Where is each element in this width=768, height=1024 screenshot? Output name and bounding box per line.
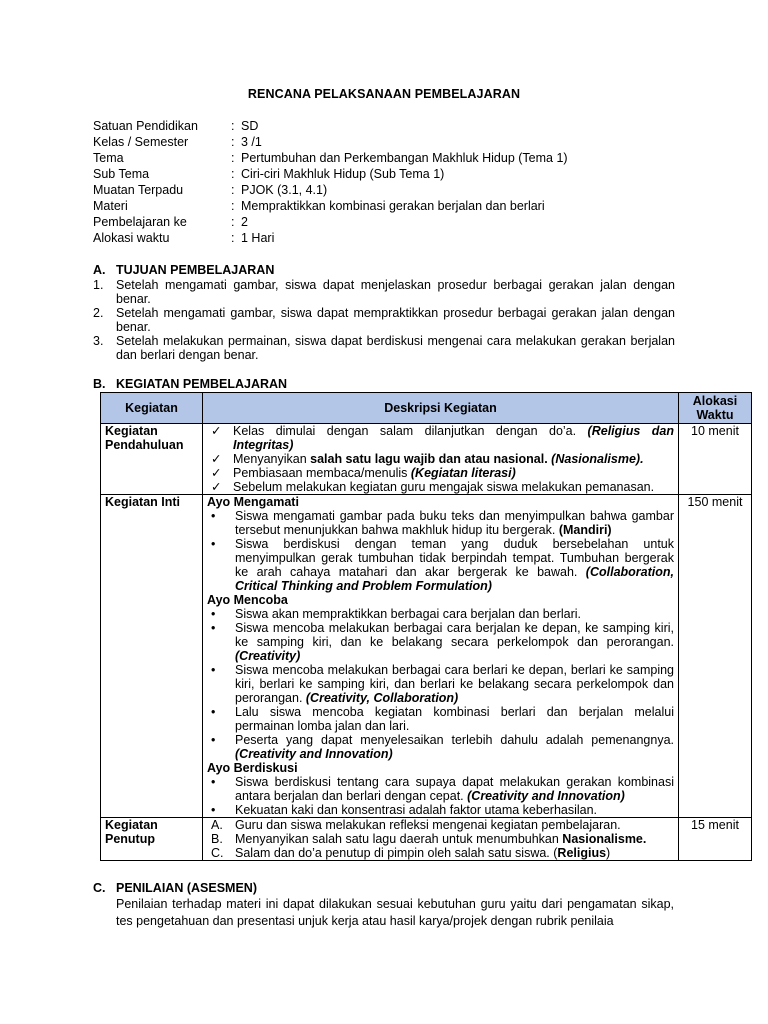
item-text: Lalu siswa mencoba kegiatan kombinasi berlari dan berjalan melalui permainan lomba jalan dan lari.	[235, 705, 674, 733]
meta-label: Kelas / Semester	[93, 135, 189, 149]
section-c-heading	[93, 881, 257, 895]
activity-duration: 10 menit	[679, 424, 752, 495]
meta-row	[93, 182, 568, 198]
meta-label: Materi	[93, 199, 128, 213]
meta-row	[93, 150, 568, 166]
table-row	[101, 818, 752, 861]
meta-value: Pertumbuhan dan Perkembangan Makhluk Hidup (Tema 1)	[241, 151, 568, 165]
item-text: Menyanyikan	[233, 452, 311, 466]
section-a-heading	[93, 263, 274, 277]
list-item	[207, 846, 674, 860]
identity-block	[93, 118, 568, 246]
list-item	[207, 480, 674, 494]
value-tag: (Creativity)	[235, 649, 301, 663]
meta-colon: :	[231, 183, 235, 197]
bullet-icon: •	[211, 705, 216, 719]
meta-row	[93, 214, 568, 230]
activity-description	[203, 424, 679, 495]
value-tag: (Creativity and Innovation)	[467, 789, 625, 803]
item-text: Siswa mencoba melakukan berbagai cara berjalan ke depan, ke samping kiri, ke samping kiri, dan ke belakang secara perkelompok dan perorangan.	[235, 621, 674, 649]
value-tag: (Nasionalisme).	[551, 452, 644, 466]
bullet-icon: •	[211, 537, 216, 551]
section-letter: C.	[93, 881, 106, 895]
item-text: Siswa berdiskusi tentang cara supaya dapat melakukan gerakan kombinasi antara berjalan dan berlari dengan cepat.	[235, 775, 674, 803]
list-item	[207, 509, 674, 537]
value-tag: Religius	[557, 846, 607, 860]
item-letter: B.	[211, 832, 223, 846]
item-text: Setelah mengamati gambar, siswa dapat mempraktikkan prosedur berbagai gerakan jalan dengan benar.	[116, 306, 675, 334]
activity-name: Kegiatan Penutup	[101, 818, 203, 861]
meta-label: Satuan Pendidikan	[93, 119, 198, 133]
item-text: Kelas dimulai dengan salam dilanjutkan dengan do’a.	[233, 424, 588, 438]
item-number: 3.	[93, 334, 104, 348]
section-title: TUJUAN PEMBELAJARAN	[116, 263, 275, 277]
list-item	[207, 424, 674, 452]
list-item	[207, 832, 674, 846]
value-tag: (Kegiatan literasi)	[410, 466, 516, 480]
item-text: Pembiasaan membaca/menulis	[233, 466, 411, 480]
table-row	[101, 424, 752, 495]
checkmark-icon: ✓	[211, 480, 222, 494]
meta-row	[93, 134, 568, 150]
checkmark-icon: ✓	[211, 424, 222, 438]
meta-value: 2	[241, 215, 248, 229]
meta-colon: :	[231, 215, 235, 229]
activity-name: Kegiatan Inti	[101, 495, 203, 818]
item-number: 1.	[93, 278, 104, 292]
item-letter: A.	[211, 818, 223, 832]
value-tag: (Collaboration, Critical Thinking and Problem Formulation)	[235, 565, 674, 593]
goal-list	[93, 278, 675, 362]
table-header-row	[101, 393, 752, 424]
meta-colon: :	[231, 119, 235, 133]
item-letter: C.	[211, 846, 224, 860]
list-item	[93, 334, 675, 362]
activity-duration: 15 menit	[679, 818, 752, 861]
header-kegiatan: Kegiatan	[101, 393, 203, 424]
item-text: Menyanyikan salah satu lagu daerah untuk menumbuhkan	[235, 832, 563, 846]
list-item	[207, 466, 674, 480]
meta-label: Pembelajaran ke	[93, 215, 187, 229]
subheading: Ayo Mengamati	[207, 495, 299, 509]
header-deskripsi: Deskripsi Kegiatan	[203, 393, 679, 424]
item-text: Salam dan do’a penutup di pimpin oleh salah satu siswa. (	[235, 846, 558, 860]
meta-value: SD	[241, 119, 259, 133]
item-emphasis: salah satu lagu wajib dan atau nasional.	[310, 452, 548, 466]
section-letter: B.	[93, 377, 106, 391]
list-item	[207, 733, 674, 761]
value-tag: (Creativity, Collaboration)	[305, 691, 459, 705]
item-text: )	[606, 846, 611, 860]
item-text: Siswa mencoba melakukan berbagai cara berlari ke depan, berlari ke samping kiri, berlari ke samping kiri, dan berlari ke belakang secara perkelompok dan perorangan.	[235, 663, 674, 705]
meta-row	[93, 198, 568, 214]
meta-label: Tema	[93, 151, 124, 165]
list-item	[93, 278, 675, 306]
section-b-heading	[93, 377, 287, 391]
section-title: KEGIATAN PEMBELAJARAN	[116, 377, 288, 391]
value-tag: (Creativity and Innovation)	[235, 747, 393, 761]
section-title: PENILAIAN (ASESMEN)	[116, 881, 257, 895]
meta-label: Sub Tema	[93, 167, 150, 181]
item-text: Setelah melakukan permainan, siswa dapat berdiskusi mengenai cara melakukan gerakan berjalan dan berlari dengan benar.	[116, 334, 675, 362]
list-item	[207, 621, 674, 663]
meta-colon: :	[231, 231, 235, 245]
bullet-icon: •	[211, 509, 216, 523]
bullet-icon: •	[211, 621, 216, 635]
list-item	[207, 607, 674, 621]
item-text: Sebelum melakukan kegiatan guru mengajak siswa melakukan pemanasan.	[233, 480, 655, 494]
meta-row	[93, 118, 568, 134]
item-text: Siswa akan mempraktikkan berbagai cara berjalan dan berlari.	[235, 607, 582, 621]
list-item	[207, 775, 674, 803]
meta-label: Muatan Terpadu	[93, 183, 184, 197]
list-item	[207, 452, 674, 466]
checkmark-icon: ✓	[211, 452, 222, 466]
list-item	[207, 803, 674, 817]
item-text: Peserta yang dapat menyelesaikan terlebih dahulu adalah pemenangnya.	[235, 733, 674, 747]
item-text: Siswa mengamati gambar pada buku teks dan menyimpulkan bahwa gambar tersebut menunjukkan bahwa makhluk hidup itu bergerak.	[235, 509, 674, 537]
meta-value: Mempraktikkan kombinasi gerakan berjalan dan berlari	[241, 199, 545, 213]
bullet-icon: •	[211, 663, 216, 677]
bullet-icon: •	[211, 607, 216, 621]
section-letter: A.	[93, 263, 106, 277]
item-text: Guru dan siswa melakukan refleksi mengenai kegiatan pembelajaran.	[235, 818, 621, 832]
meta-colon: :	[231, 199, 235, 213]
activity-table	[100, 392, 752, 861]
assessment-text: Penilaian terhadap materi ini dapat dilakukan sesuai kebutuhan guru yaitu dari pengamatan sikap, tes pengetahuan dan presentasi unjuk kerja atau hasil karya/projek dengan rubrik penilaia	[116, 897, 674, 928]
meta-row	[93, 230, 568, 246]
meta-colon: :	[231, 135, 235, 149]
bullet-icon: •	[211, 775, 216, 789]
checkmark-icon: ✓	[211, 466, 222, 480]
list-item	[207, 537, 674, 593]
activity-description	[203, 818, 679, 861]
subheading: Ayo Mencoba	[207, 593, 288, 607]
list-item	[93, 306, 675, 334]
activity-duration: 150 menit	[679, 495, 752, 818]
list-item	[207, 818, 674, 832]
meta-label: Alokasi waktu	[93, 231, 170, 245]
meta-colon: :	[231, 167, 235, 181]
item-number: 2.	[93, 306, 104, 320]
list-item	[207, 705, 674, 733]
item-text: Setelah mengamati gambar, siswa dapat menjelaskan prosedur berbagai gerakan jalan dengan benar.	[116, 278, 675, 306]
meta-value: 1 Hari	[241, 231, 275, 245]
page-title: RENCANA PELAKSANAAN PEMBELAJARAN	[247, 87, 521, 101]
activity-description	[203, 495, 679, 818]
subheading: Ayo Berdiskusi	[207, 761, 298, 775]
meta-value: Ciri-ciri Makhluk Hidup (Sub Tema 1)	[241, 167, 445, 181]
meta-value: PJOK (3.1, 4.1)	[241, 183, 328, 197]
list-item	[207, 663, 674, 705]
value-tag: (Religius dan Integritas)	[233, 424, 674, 452]
item-text: Kekuatan kaki dan konsentrasi adalah faktor utama keberhasilan.	[235, 803, 598, 817]
item-text: Siswa berdiskusi dengan teman yang duduk bersebelahan untuk menyimpulkan gerak tumbuhan tidak berpindah tempat. Tumbuhan bergerak ke arah cahaya matahari dan akar bergerak ke bawah.	[235, 537, 674, 579]
table-row	[101, 495, 752, 818]
header-alokasi: Alokasi Waktu	[679, 393, 752, 424]
value-tag: Nasionalisme.	[562, 832, 647, 846]
meta-value: 3 /1	[241, 135, 262, 149]
meta-colon: :	[231, 151, 235, 165]
value-tag: (Mandiri)	[558, 523, 612, 537]
meta-row	[93, 166, 568, 182]
activity-name: Kegiatan Pendahuluan	[101, 424, 203, 495]
bullet-icon: •	[211, 803, 216, 817]
bullet-icon: •	[211, 733, 216, 747]
